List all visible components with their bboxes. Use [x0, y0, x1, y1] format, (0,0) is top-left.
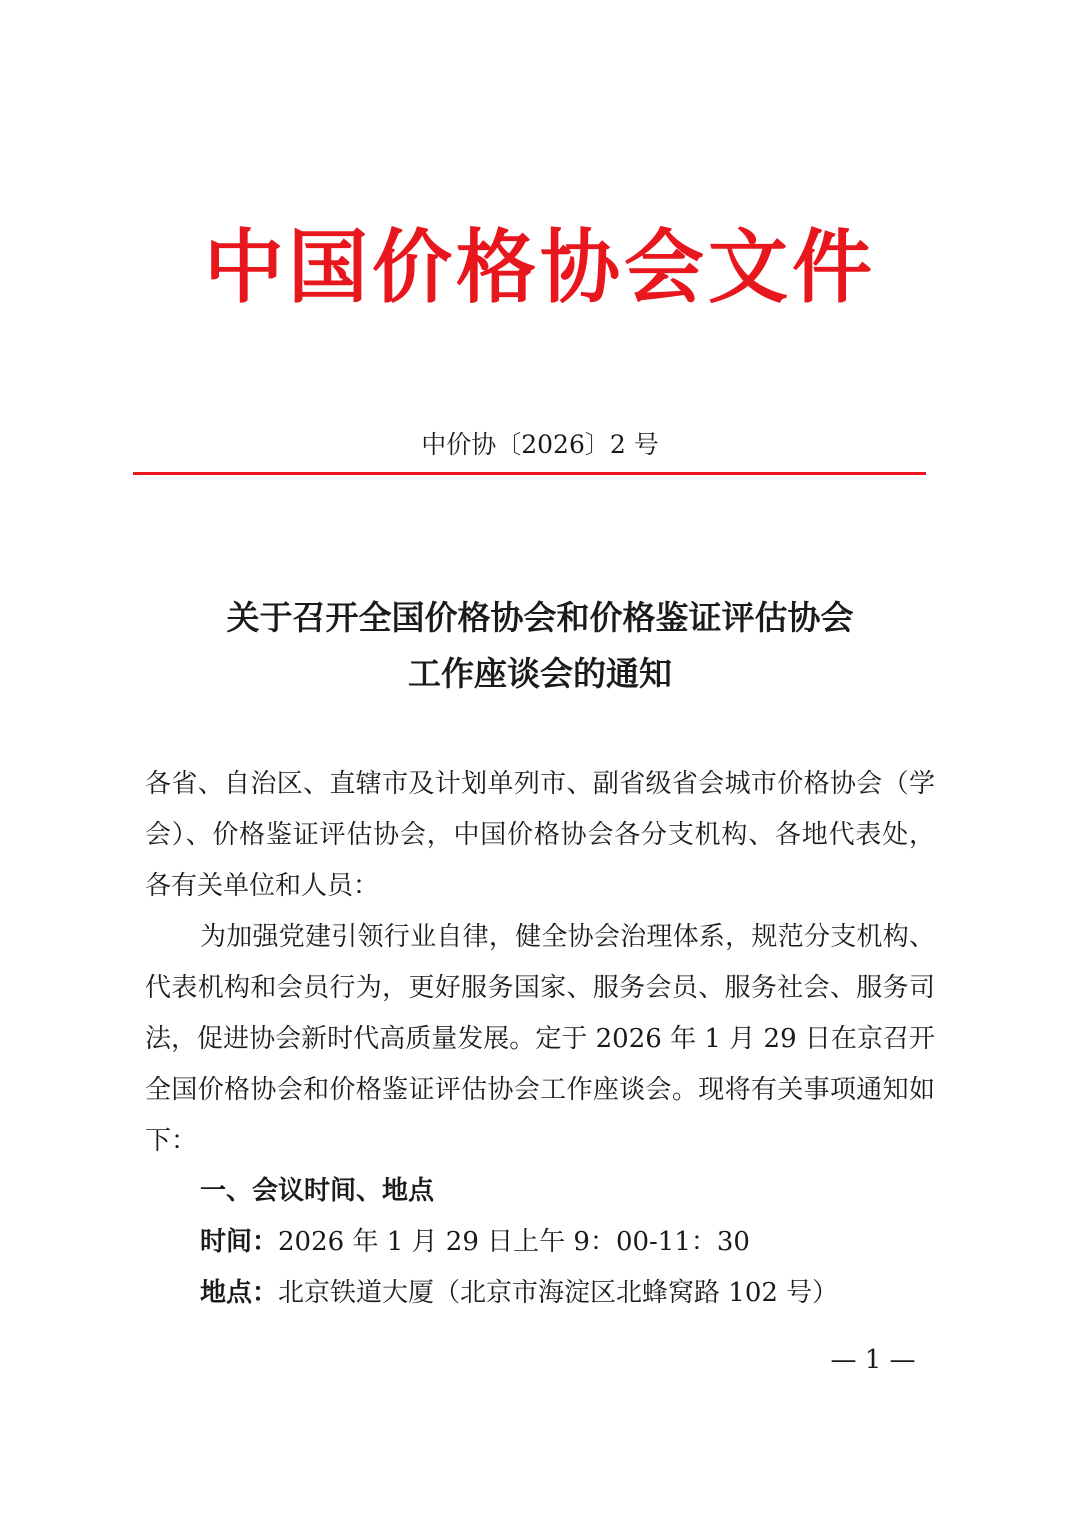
meeting-time: [200, 1217, 935, 1268]
meeting-place-value: 北京铁道大厦（北京市海淀区北蜂窝路 102 号）: [278, 1278, 839, 1308]
meeting-place-label: 地点：: [200, 1278, 279, 1308]
meeting-time-value: 2026 年 1 月 29 日上午 9：00-11：30: [278, 1227, 750, 1257]
page-number: — 1 —: [830, 1345, 916, 1375]
document-number: 中价协〔2026〕2 号: [421, 430, 659, 459]
meeting-place: [200, 1268, 935, 1319]
red-separator-line: [133, 472, 926, 475]
meeting-time-label: 时间：: [200, 1227, 279, 1257]
intro-paragraph: 为加强党建引领行业自律，健全协会治理体系，规范分支机构、代表机构和会员行为，更好服务国家、服务会员、服务社会、服务司法，促进协会新时代高质量发展。定于 2026 年 1 月 29 日在京召开全国价格协会和价格鉴证评估协会工作座谈会。现将有关事项通知如下：: [145, 922, 935, 1156]
salutation-paragraph: 各省、自治区、直辖市及计划单列市、副省级省会城市价格协会（学会）、价格鉴证评估协会，中国价格协会各分支机构、各地代表处，各有关单位和人员：: [145, 769, 935, 901]
notice-title-line-2: 工作座谈会的通知: [408, 654, 672, 693]
section-heading-time-place: 一、会议时间、地点: [200, 1176, 435, 1206]
notice-title-line-1: 关于召开全国价格协会和价格鉴证评估协会: [226, 598, 854, 637]
notice-title: [0, 590, 1080, 702]
document-masthead: 中国价格协会文件: [204, 220, 876, 314]
